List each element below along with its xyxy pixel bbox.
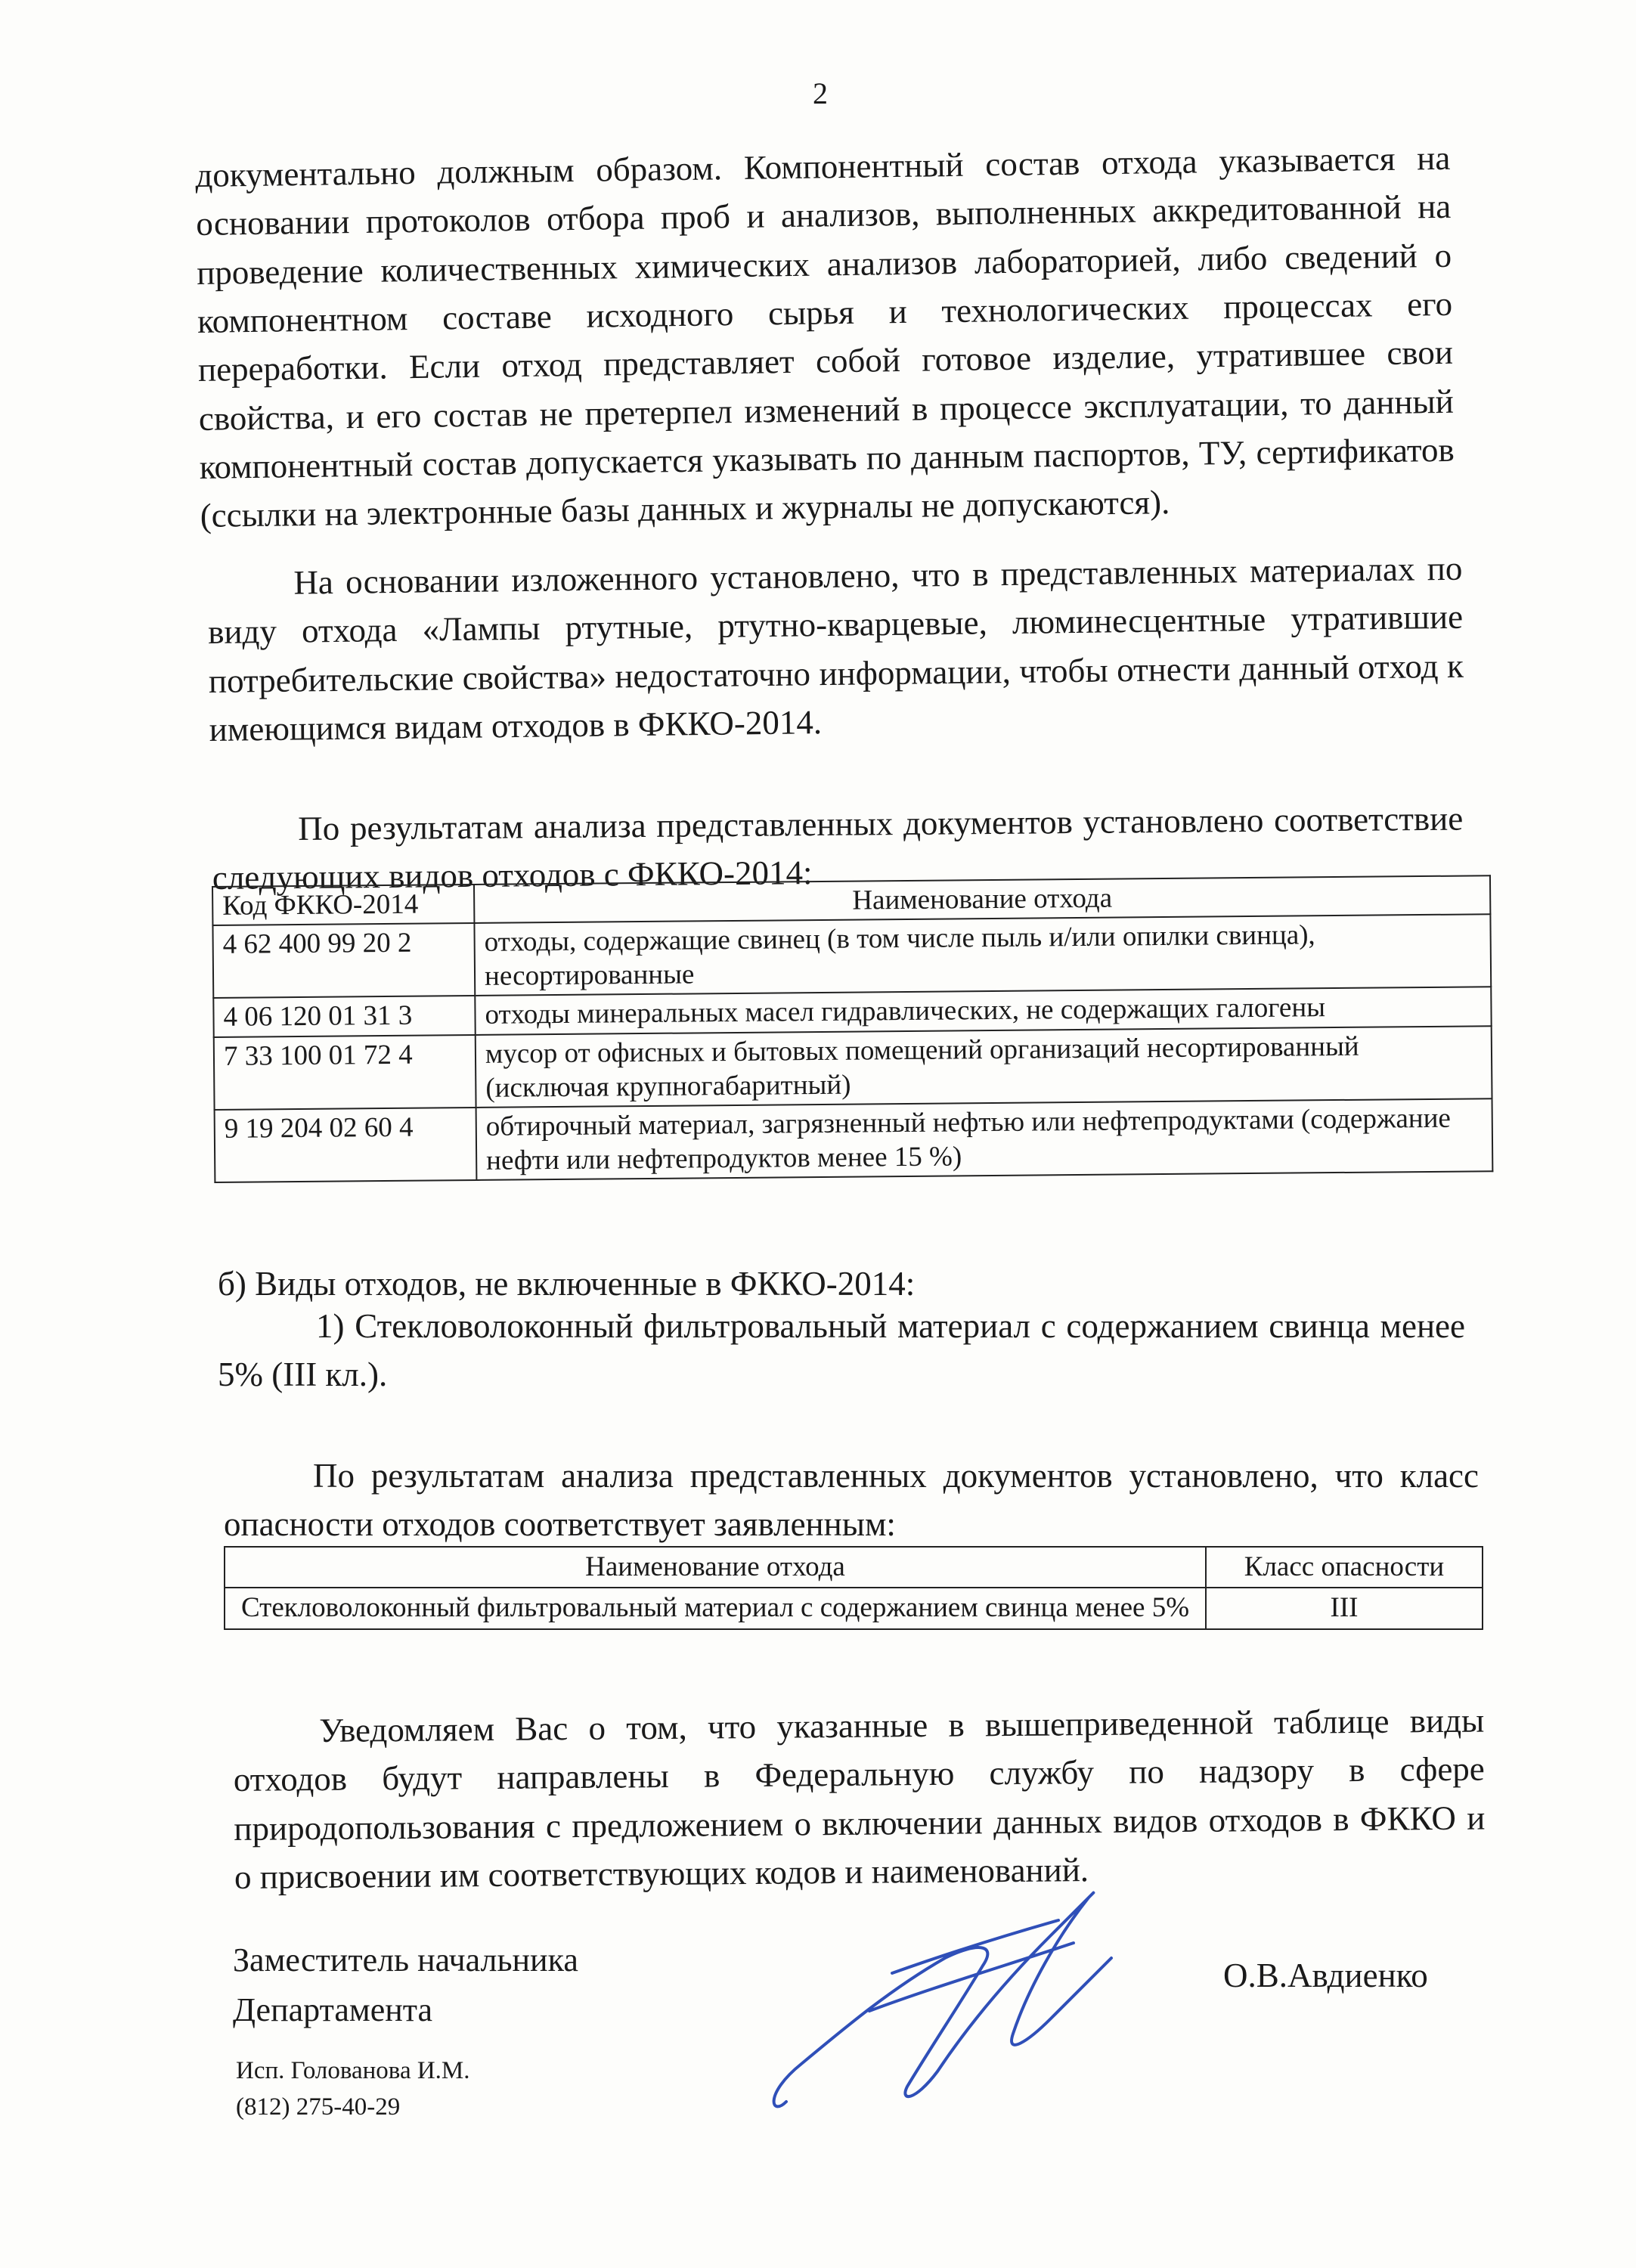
paragraph-notification: Уведомляем Вас о том, что указанные в вышеприведенной таблице виды отходов будут направлены в Федеральную службу по надзору в сфере природопользования с предложением о включении данных видов отходов в ФККО и о присвоении им соответствующих кодов и наименований. xyxy=(233,1701,1486,1897)
waste-name-cell: отходы, содержащие свинец (в том числе пыль и/или опилки свинца), несортированные xyxy=(474,914,1491,996)
table-row xyxy=(225,1588,1483,1628)
waste-code-cell: 4 62 400 99 20 2 xyxy=(212,923,475,998)
page-number: 2 xyxy=(813,76,828,110)
column-header-hazard-class: Класс опасности xyxy=(1206,1547,1483,1588)
section-b-heading: б) Виды отходов, не включенные в ФККО-2014: xyxy=(218,1265,916,1303)
waste-name-cell: Стекловолоконный фильтровальный материал с содержанием свинца менее 5% xyxy=(225,1588,1206,1628)
waste-name-cell: мусор от офисных и бытовых помещений организаций несортированный (исключая крупногабаритный) xyxy=(476,1026,1492,1108)
table-row xyxy=(214,1026,1492,1110)
table-row xyxy=(215,1098,1493,1182)
paragraph-hazard-class-intro: По результатам анализа представленных документов установлено, что класс опасности отходов соответствует заявленным: xyxy=(224,1457,1479,1544)
signer-position-line: Заместитель начальника xyxy=(233,1941,578,1978)
executor-info xyxy=(236,2053,470,2126)
column-header-code: Код ФККО-2014 xyxy=(212,885,474,925)
waste-name-cell: обтирочный материал, загрязненный нефтью или нефтепродуктами (содержание нефти или нефтепродуктов менее 15 %) xyxy=(476,1098,1493,1180)
column-header-name: Наименование отхода xyxy=(474,875,1490,923)
paragraph-fiberglass-item: 1) Стекловолоконный фильтровальный материал с содержанием свинца менее 5% (III кл.). xyxy=(218,1307,1465,1394)
paragraph-correspondence-intro: По результатам анализа представленных документов установлено соответствие следующих видов отходов с ФККО-2014: xyxy=(212,799,1464,897)
waste-code-cell: 9 19 204 02 60 4 xyxy=(215,1108,477,1182)
waste-code-cell: 7 33 100 01 72 4 xyxy=(214,1034,476,1109)
signer-position-line: Департамента xyxy=(233,1991,433,2028)
fkko-correspondence-table xyxy=(212,875,1493,1183)
paragraph-component-composition: документально должным образом. Компонентный состав отхода указывается на основании протоколов отбора проб и анализов, выполненных аккредитованной на проведение количественных химических анализов лабораторией, либо сведений о компонентном составе исходного сырья и технологических процессах его переработки. Если отход представляет собой готовое изделие, утратившее свои свойства, и его состав не претерпел изменений в процессе эксплуатации, то данный компонентный состав допускается указывать по данным паспортов, ТУ, сертификатов (ссылки на электронные базы данных и журналы не допускаются). xyxy=(195,138,1455,535)
waste-code-cell: 4 06 120 01 31 3 xyxy=(213,996,475,1036)
hazard-class-table xyxy=(224,1546,1483,1630)
handwritten-signature xyxy=(756,1875,1179,2124)
table-row xyxy=(212,914,1491,998)
executor-phone: (812) 275-40-29 xyxy=(236,2093,401,2121)
column-header-name: Наименование отхода xyxy=(225,1547,1206,1588)
signer-position xyxy=(233,1935,578,2035)
waste-name-cell: отходы минеральных масел гидравлических, не содержащих галогены xyxy=(475,987,1491,1035)
hazard-class-cell: III xyxy=(1206,1588,1483,1628)
executor-name: Исп. Голованова И.М. xyxy=(236,2057,470,2084)
signer-name: О.В.Авдиенко xyxy=(1223,1957,1428,1994)
table-header-row xyxy=(225,1547,1483,1588)
paragraph-lamps-conclusion: На основании изложенного установлено, что в представленных материалах по виду отхода «Лампы ртутные, ртутно-кварцевые, люминесцентные утратившие потребительские свойства» недостаточно информации, чтобы отнести данный отход к имеющимся видам отходов в ФККО-2014. xyxy=(207,549,1464,749)
